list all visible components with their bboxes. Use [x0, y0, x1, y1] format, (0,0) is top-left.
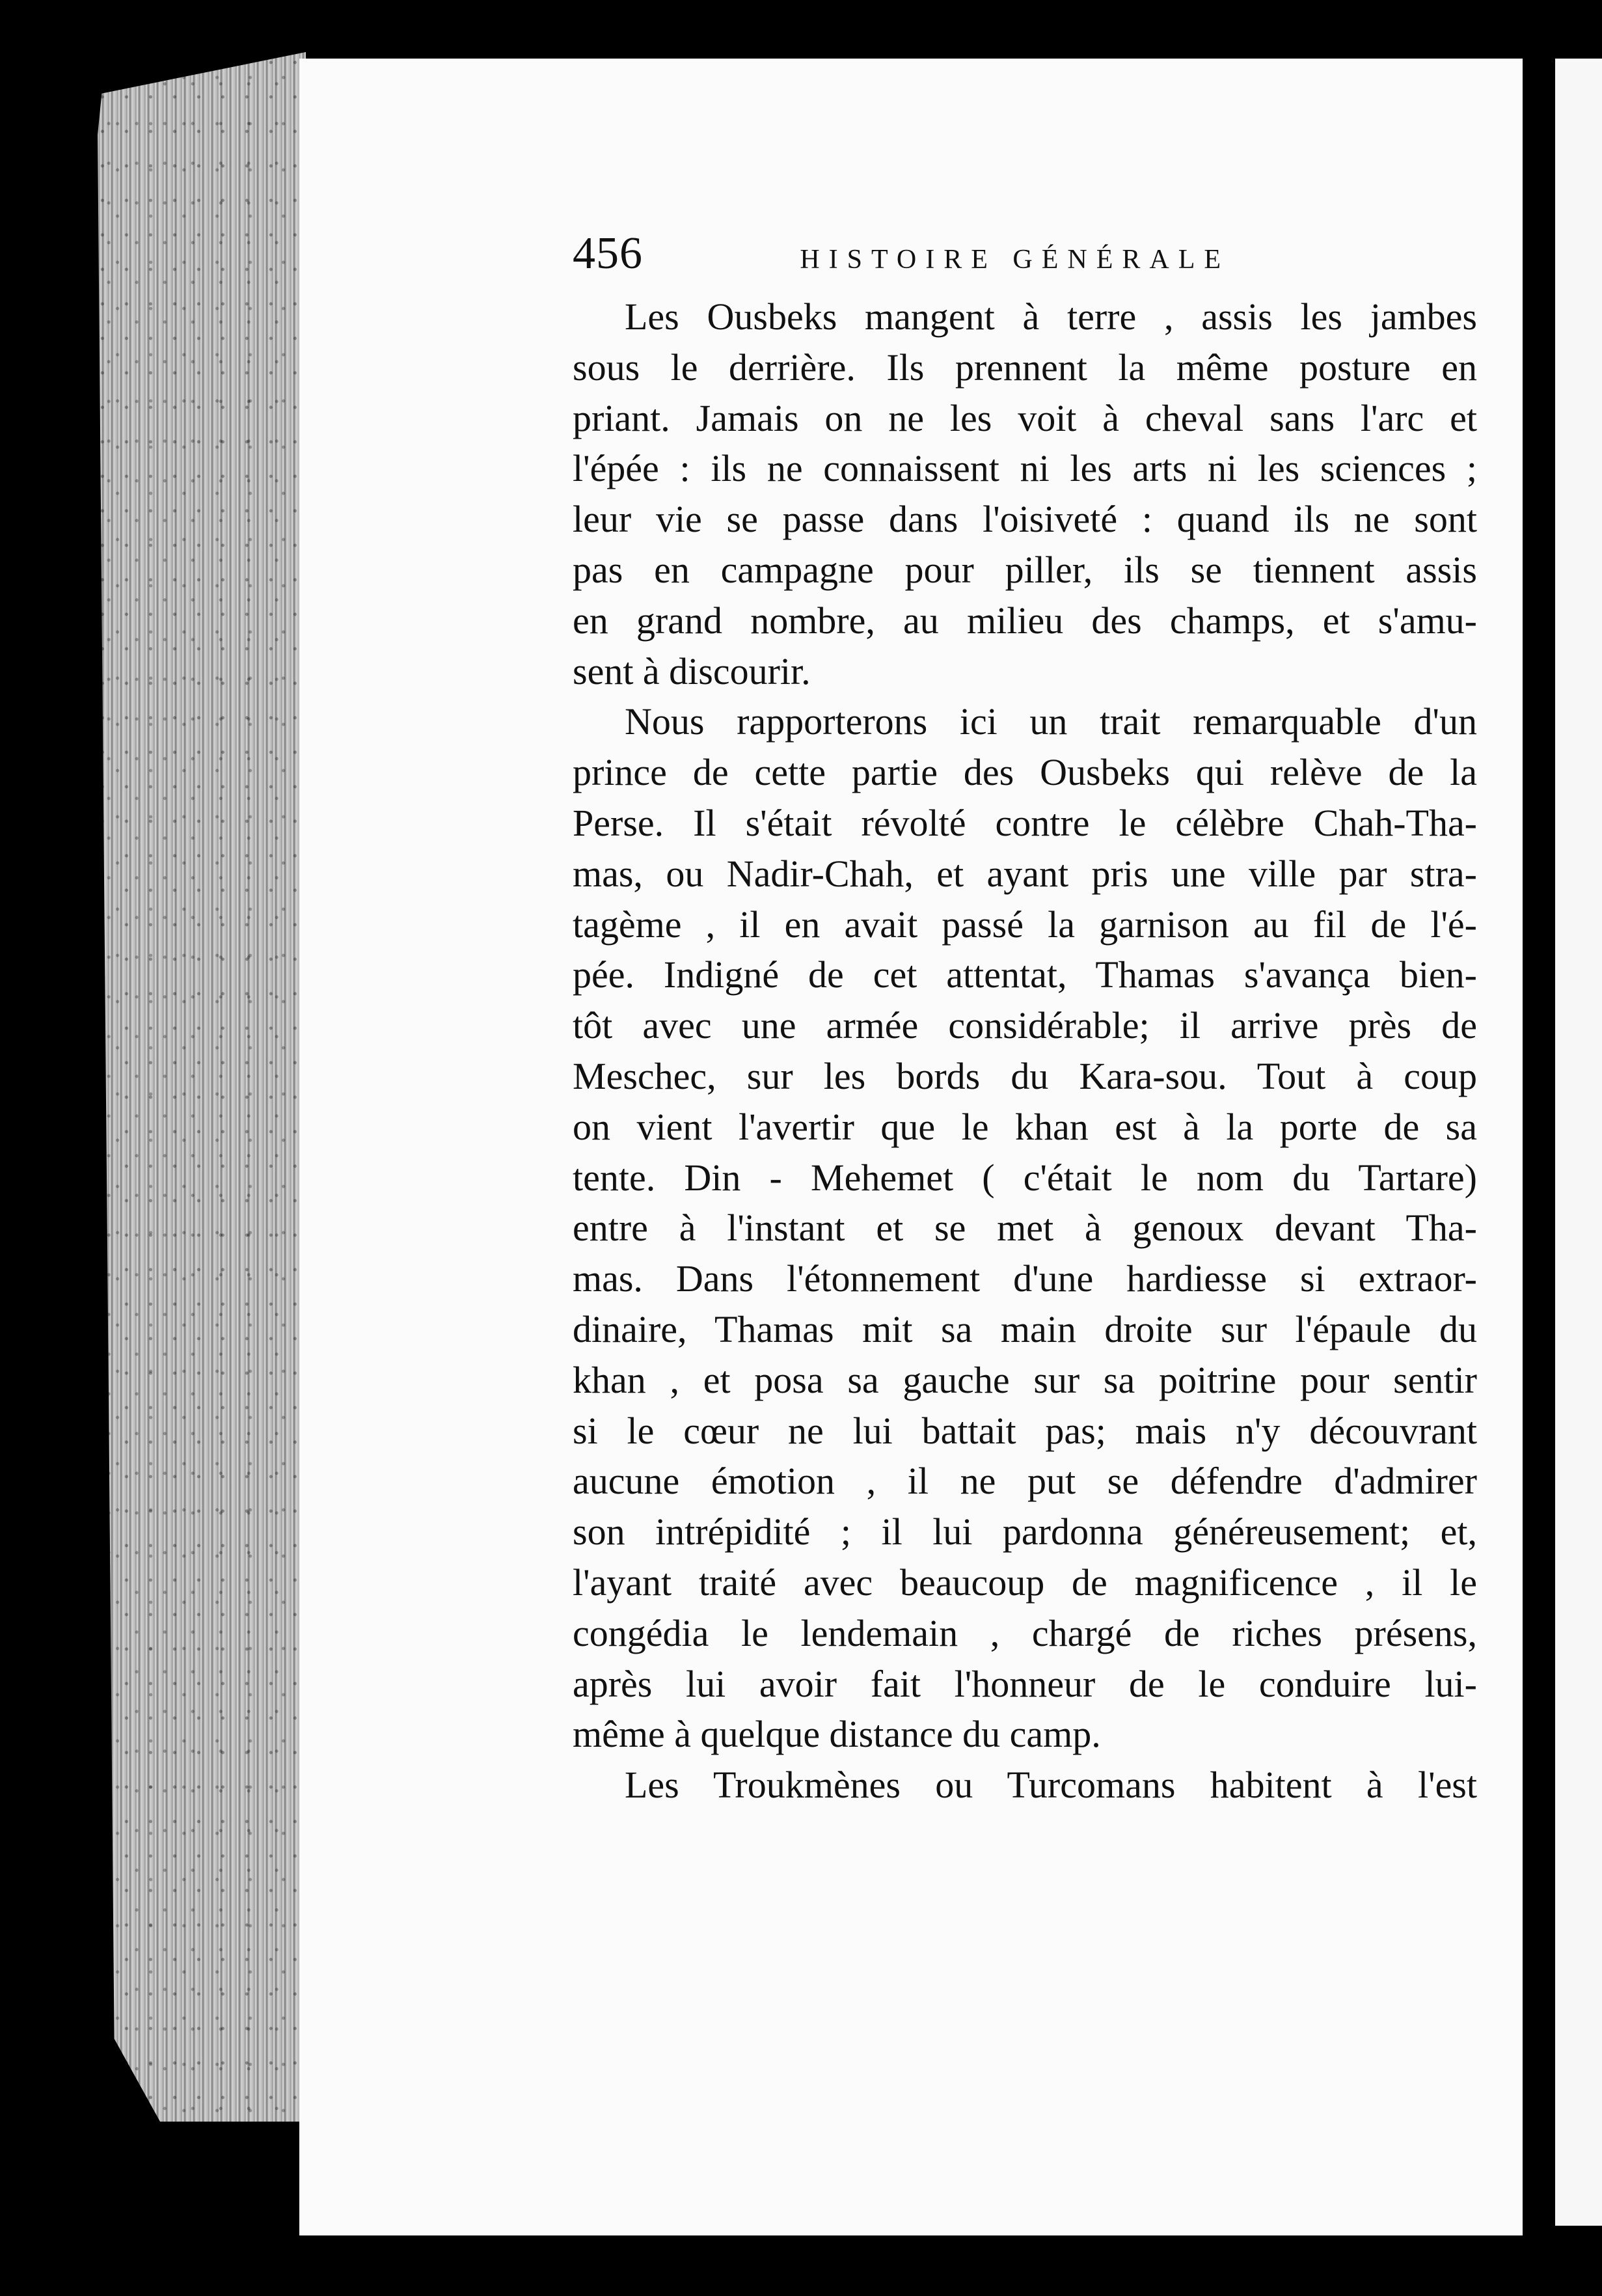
text-line: l'épée : ils ne connaissent ni les arts ni les sciences ;: [573, 447, 1477, 490]
page-number: 456: [573, 228, 643, 279]
text-line: si le cœur ne lui battait pas; mais n'y découvrant: [573, 1409, 1477, 1452]
text-line: pas en campagne pour piller, ils se tiennent assis: [573, 548, 1477, 591]
page-text: [573, 228, 1477, 1811]
text-line: tôt avec une armée considérable; il arrive près de: [573, 1004, 1477, 1047]
text-line: tagème , il en avait passé la garnison au fil de l'é-: [573, 903, 1477, 946]
facing-page-edge: [1529, 46, 1602, 2239]
paragraph-2: [573, 696, 1477, 1760]
text-line: dinaire, Thamas mit sa main droite sur l'épaule du: [573, 1307, 1477, 1350]
text-line: sent à discourir.: [573, 649, 811, 692]
book-page-edges: [98, 52, 306, 2122]
text-line: khan , et posa sa gauche sur sa poitrine pour sentir: [573, 1358, 1477, 1401]
text-line: congédia le lendemain , chargé de riches présens,: [573, 1611, 1477, 1654]
text-line: mas, ou Nadir-Chah, et ayant pris une ville par stra-: [573, 852, 1477, 895]
paragraph-3: [573, 1760, 1477, 1811]
text-line: entre à l'instant et se met à genoux devant Tha-: [573, 1207, 1477, 1250]
text-line: même à quelque distance du camp.: [573, 1713, 1101, 1756]
page-header: [573, 228, 1230, 280]
text-line: Nous rapporterons ici un trait remarquable d'un: [625, 700, 1477, 743]
text-line: on vient l'avertir que le khan est à la porte de sa: [573, 1105, 1477, 1148]
text-line: pée. Indigné de cet attentat, Thamas s'avança bien-: [573, 953, 1477, 996]
text-line: Perse. Il s'était révolté contre le célèbre Chah-Tha-: [573, 801, 1477, 844]
text-line: mas. Dans l'étonnement d'une hardiesse si extraor-: [573, 1257, 1477, 1300]
text-line: en grand nombre, au milieu des champs, et s'amu-: [573, 599, 1477, 642]
running-head: HISTOIRE GÉNÉRALE: [800, 245, 1230, 275]
text-line: prince de cette partie des Ousbeks qui relève de la: [573, 751, 1477, 794]
text-line: leur vie se passe dans l'oisiveté : quand ils ne sont: [573, 498, 1477, 541]
paragraph-1: [573, 292, 1477, 696]
text-line: son intrépidité ; il lui pardonna généreusement; et,: [573, 1510, 1477, 1553]
text-line: Les Ousbeks mangent à terre , assis les jambes: [625, 295, 1477, 338]
text-line: après lui avoir fait l'honneur de le conduire lui-: [573, 1662, 1477, 1705]
text-line: l'ayant traité avec beaucoup de magnificence , il le: [573, 1561, 1477, 1604]
text-line: sous le derrière. Ils prennent la même posture en: [573, 346, 1477, 389]
text-line: priant. Jamais on ne les voit à cheval sans l'arc et: [573, 396, 1477, 439]
text-line: Meschec, sur les bords du Kara-sou. Tout à coup: [573, 1054, 1477, 1097]
text-line: aucune émotion , il ne put se défendre d'admirer: [573, 1460, 1477, 1503]
text-line: Les Troukmènes ou Turcomans habitent à l'est: [625, 1764, 1477, 1807]
text-line: tente. Din - Mehemet ( c'était le nom du Tartare): [573, 1156, 1477, 1199]
